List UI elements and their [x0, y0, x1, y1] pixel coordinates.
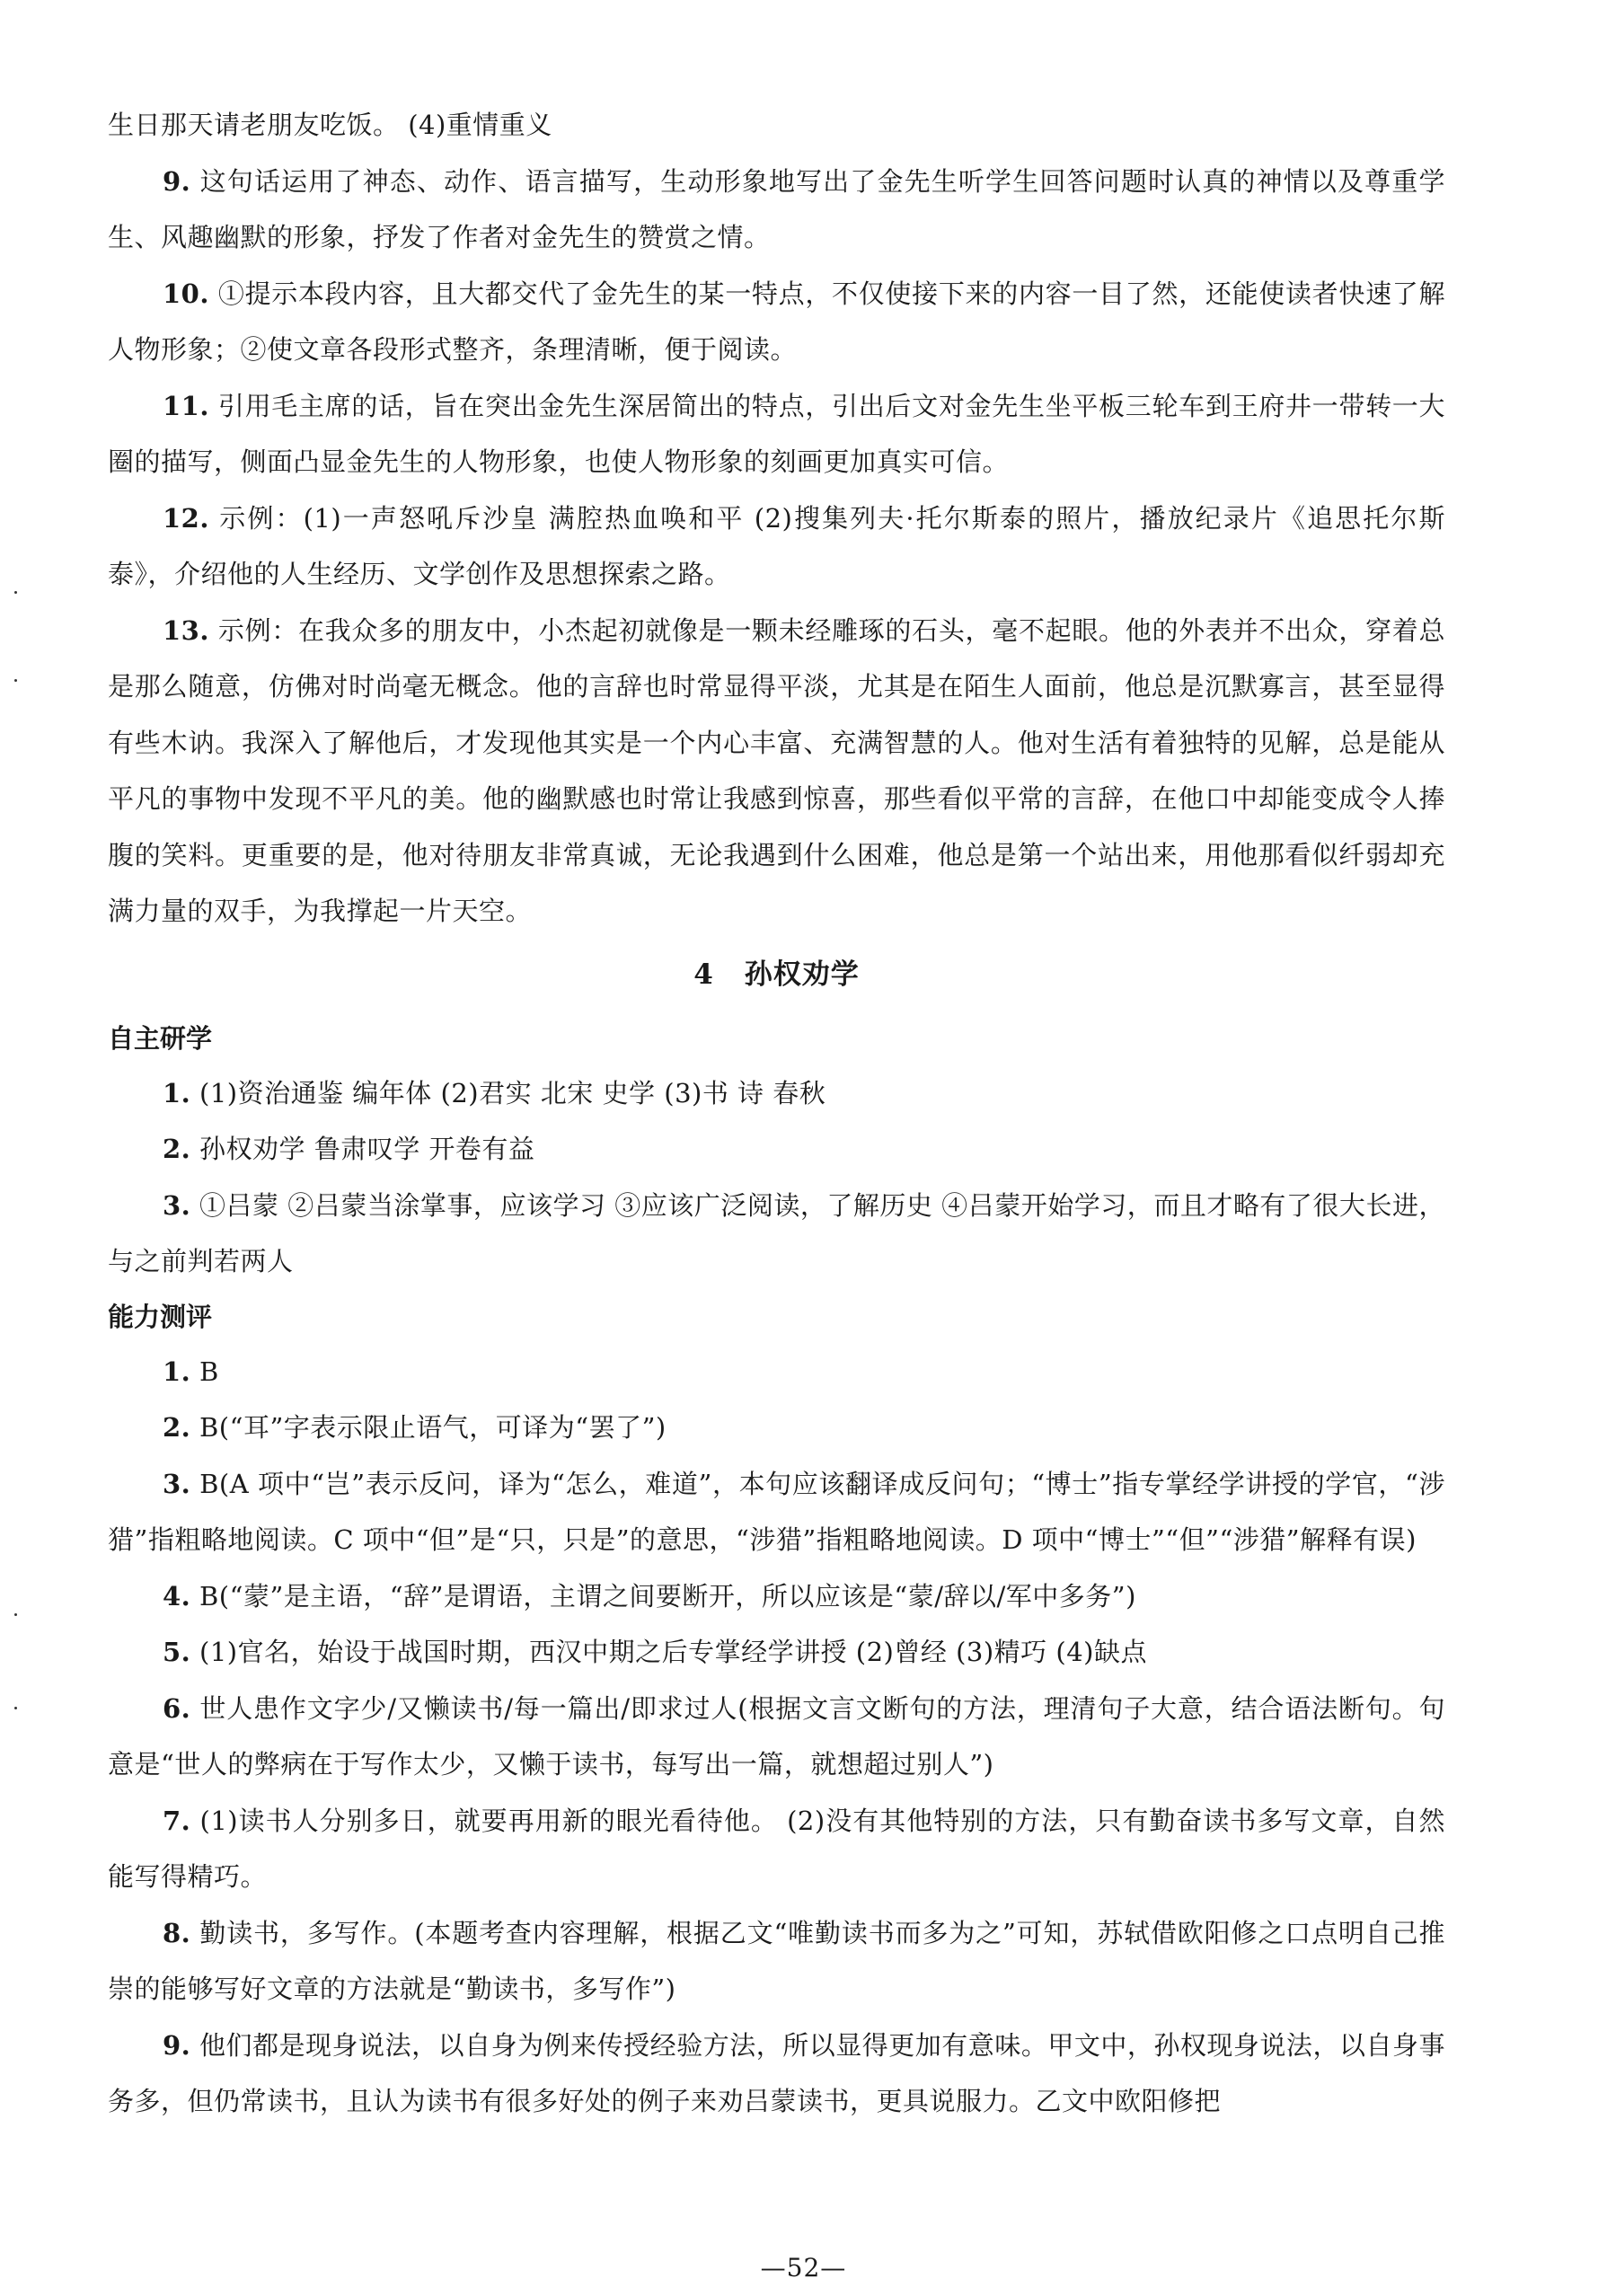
answer-text: 孙权劝学 鲁肃叹学 开卷有益 — [190, 1134, 535, 1164]
page-number: —52— — [760, 2253, 847, 2283]
answer-paragraph — [108, 1065, 1445, 1122]
answer-number: 6. — [163, 1692, 191, 1724]
answer-number: 3. — [163, 1189, 191, 1221]
answer-paragraph — [108, 1793, 1445, 1905]
answer-number: 2. — [163, 1134, 191, 1164]
answer-text: (1)官名，始设于战国时期，西汉中期之后专掌经学讲授 (2)曾经 (3)精巧 (4)缺点 — [190, 1637, 1147, 1667]
section-title-text: 孙权劝学 — [744, 958, 860, 991]
section-number: 4 — [693, 958, 714, 991]
answer-paragraph — [108, 2018, 1445, 2130]
answer-number: 10. — [163, 278, 209, 309]
subsection-heading: 自主研学 — [108, 1022, 213, 1054]
answer-paragraph — [108, 1121, 1445, 1178]
answer-paragraph — [108, 266, 1445, 378]
section-title — [108, 947, 1445, 1002]
answer-paragraph — [108, 490, 1445, 603]
answers-previous-section — [108, 97, 1445, 940]
answer-number: 3. — [163, 1468, 191, 1499]
answer-paragraph — [108, 1905, 1445, 2018]
margin-mark — [14, 1613, 17, 1616]
subsection-zizhu — [108, 1011, 1445, 1290]
answer-paragraph — [108, 1178, 1445, 1290]
answer-number: 11. — [163, 390, 209, 421]
answer-text: 他们都是现身说法，以自身为例来传授经验方法，所以显得更加有意味。甲文中，孙权现身说法，以自身事务多，但仍常读书，且认为读书有很多好处的例子来劝吕蒙读书，更具说服力。乙文中欧阳修把 — [108, 2029, 1445, 2116]
answer-text: 世人患作文字少/又懒读书/每一篇出/即求过人(根据文言文断句的方法，理清句子大意，结合语法断句。句意是“世人的弊病在于写作太少，又懒于读书，每写出一篇，就想超过别人”) — [108, 1692, 1445, 1779]
answer-paragraph — [108, 1568, 1445, 1625]
answer-paragraph: 生日那天请老朋友吃饭。 (4)重情重义 — [108, 110, 552, 140]
answer-number: 9. — [163, 165, 191, 197]
answer-text: 引用毛主席的话，旨在突出金先生深居简出的特点，引出后文对金先生坐平板三轮车到王府井一带转一大圈的描写，侧面凸显金先生的人物形象，也使人物形象的刻画更加真实可信。 — [108, 390, 1445, 477]
answer-number: 4. — [163, 1580, 191, 1612]
margin-mark — [14, 1707, 17, 1709]
answer-number: 7. — [163, 1805, 191, 1836]
margin-mark — [14, 679, 17, 682]
answer-paragraph — [108, 378, 1445, 490]
answer-text: B(“耳”字表示限止语气，可译为“罢了”) — [190, 1412, 667, 1443]
answer-paragraph — [108, 1456, 1445, 1568]
answer-text: 示例：在我众多的朋友中，小杰起初就像是一颗未经雕琢的石头，毫不起眼。他的外表并不出众，穿着总是那么随意，仿佛对时尚毫无概念。他的言辞也时常显得平淡，尤其是在陌生人面前，他总是沉默寡言，甚至显得有些木讷。我深入了解他后，才发现他其实是一个内心丰富、充满智慧的人。他对生活有着独特的见解，总是能从平凡的事物中发现不平凡的美。他的幽默感也时常让我感到惊喜，那些看似平常的言辞，在他口中却能变成令人捧腹的笑料。更重要的是，他对待朋友非常真诚，无论我遇到什么困难，他总是第一个站出来，用他那看似纤弱却充满力量的双手，为我撑起一片天空。 — [108, 614, 1445, 926]
answer-number: 8. — [163, 1917, 191, 1948]
answer-text: B(“蒙”是主语，“辞”是谓语，主谓之间要断开，所以应该是“蒙/辞以/军中多务”) — [190, 1580, 1136, 1612]
answer-number: 1. — [163, 1356, 191, 1387]
answer-paragraph — [108, 1624, 1445, 1681]
answer-text: ①提示本段内容，且大都交代了金先生的某一特点，不仅使接下来的内容一目了然，还能使读者快速了解人物形象；②使文章各段形式整齐，条理清晰，便于阅读。 — [108, 278, 1445, 365]
answer-number: 1. — [163, 1077, 191, 1108]
answer-text: (1)读书人分别多日，就要再用新的眼光看待他。 (2)没有其他特别的方法，只有勤奋读书多写文章，自然能写得精巧。 — [108, 1805, 1445, 1892]
answer-paragraph — [108, 1344, 1445, 1400]
answer-text: 示例：(1)一声怒吼斥沙皇 满腔热血唤和平 (2)搜集列夫·托尔斯泰的照片，播放纪录片《追思托尔斯泰》，介绍他的人生经历、文学创作及思想探索之路。 — [108, 502, 1445, 589]
answer-number: 13. — [163, 614, 209, 646]
answer-paragraph — [108, 1400, 1445, 1456]
answer-number: 12. — [163, 502, 209, 534]
answer-paragraph — [108, 1681, 1445, 1793]
answer-paragraph — [108, 154, 1445, 266]
answer-text: B — [190, 1356, 219, 1387]
answer-paragraph — [108, 603, 1445, 940]
answer-text: (1)资治通鉴 编年体 (2)君实 北宋 史学 (3)书 诗 春秋 — [190, 1077, 826, 1108]
answer-number: 9. — [163, 2029, 191, 2061]
margin-mark — [14, 591, 17, 594]
answer-text: 这句话运用了神态、动作、语言描写，生动形象地写出了金先生听学生回答问题时认真的神情以及尊重学生、风趣幽默的形象，抒发了作者对金先生的赞赏之情。 — [108, 165, 1445, 252]
answer-number: 5. — [163, 1637, 191, 1667]
subsection-heading: 能力测评 — [108, 1301, 213, 1332]
answer-text: B(A 项中“岂”表示反问，译为“怎么，难道”，本句应该翻译成反问句；“博士”指专掌经学讲授的学官，“涉猎”指粗略地阅读。C 项中“但”是“只，只是”的意思，“涉猎”指粗略地阅读。D 项中“博士”“但”“涉猎”解释有误) — [108, 1468, 1445, 1555]
answer-number: 2. — [163, 1412, 191, 1443]
answer-text: 勤读书，多写作。(本题考查内容理解，根据乙文“唯勤读书而多为之”可知，苏轼借欧阳修之口点明自己推崇的能够写好文章的方法就是“勤读书，多写作”) — [108, 1917, 1445, 2004]
subsection-nengli — [108, 1290, 1445, 2130]
answer-text: ①吕蒙 ②吕蒙当涂掌事，应该学习 ③应该广泛阅读，了解历史 ④吕蒙开始学习，而且才略有了很大长进，与之前判若两人 — [108, 1189, 1445, 1276]
